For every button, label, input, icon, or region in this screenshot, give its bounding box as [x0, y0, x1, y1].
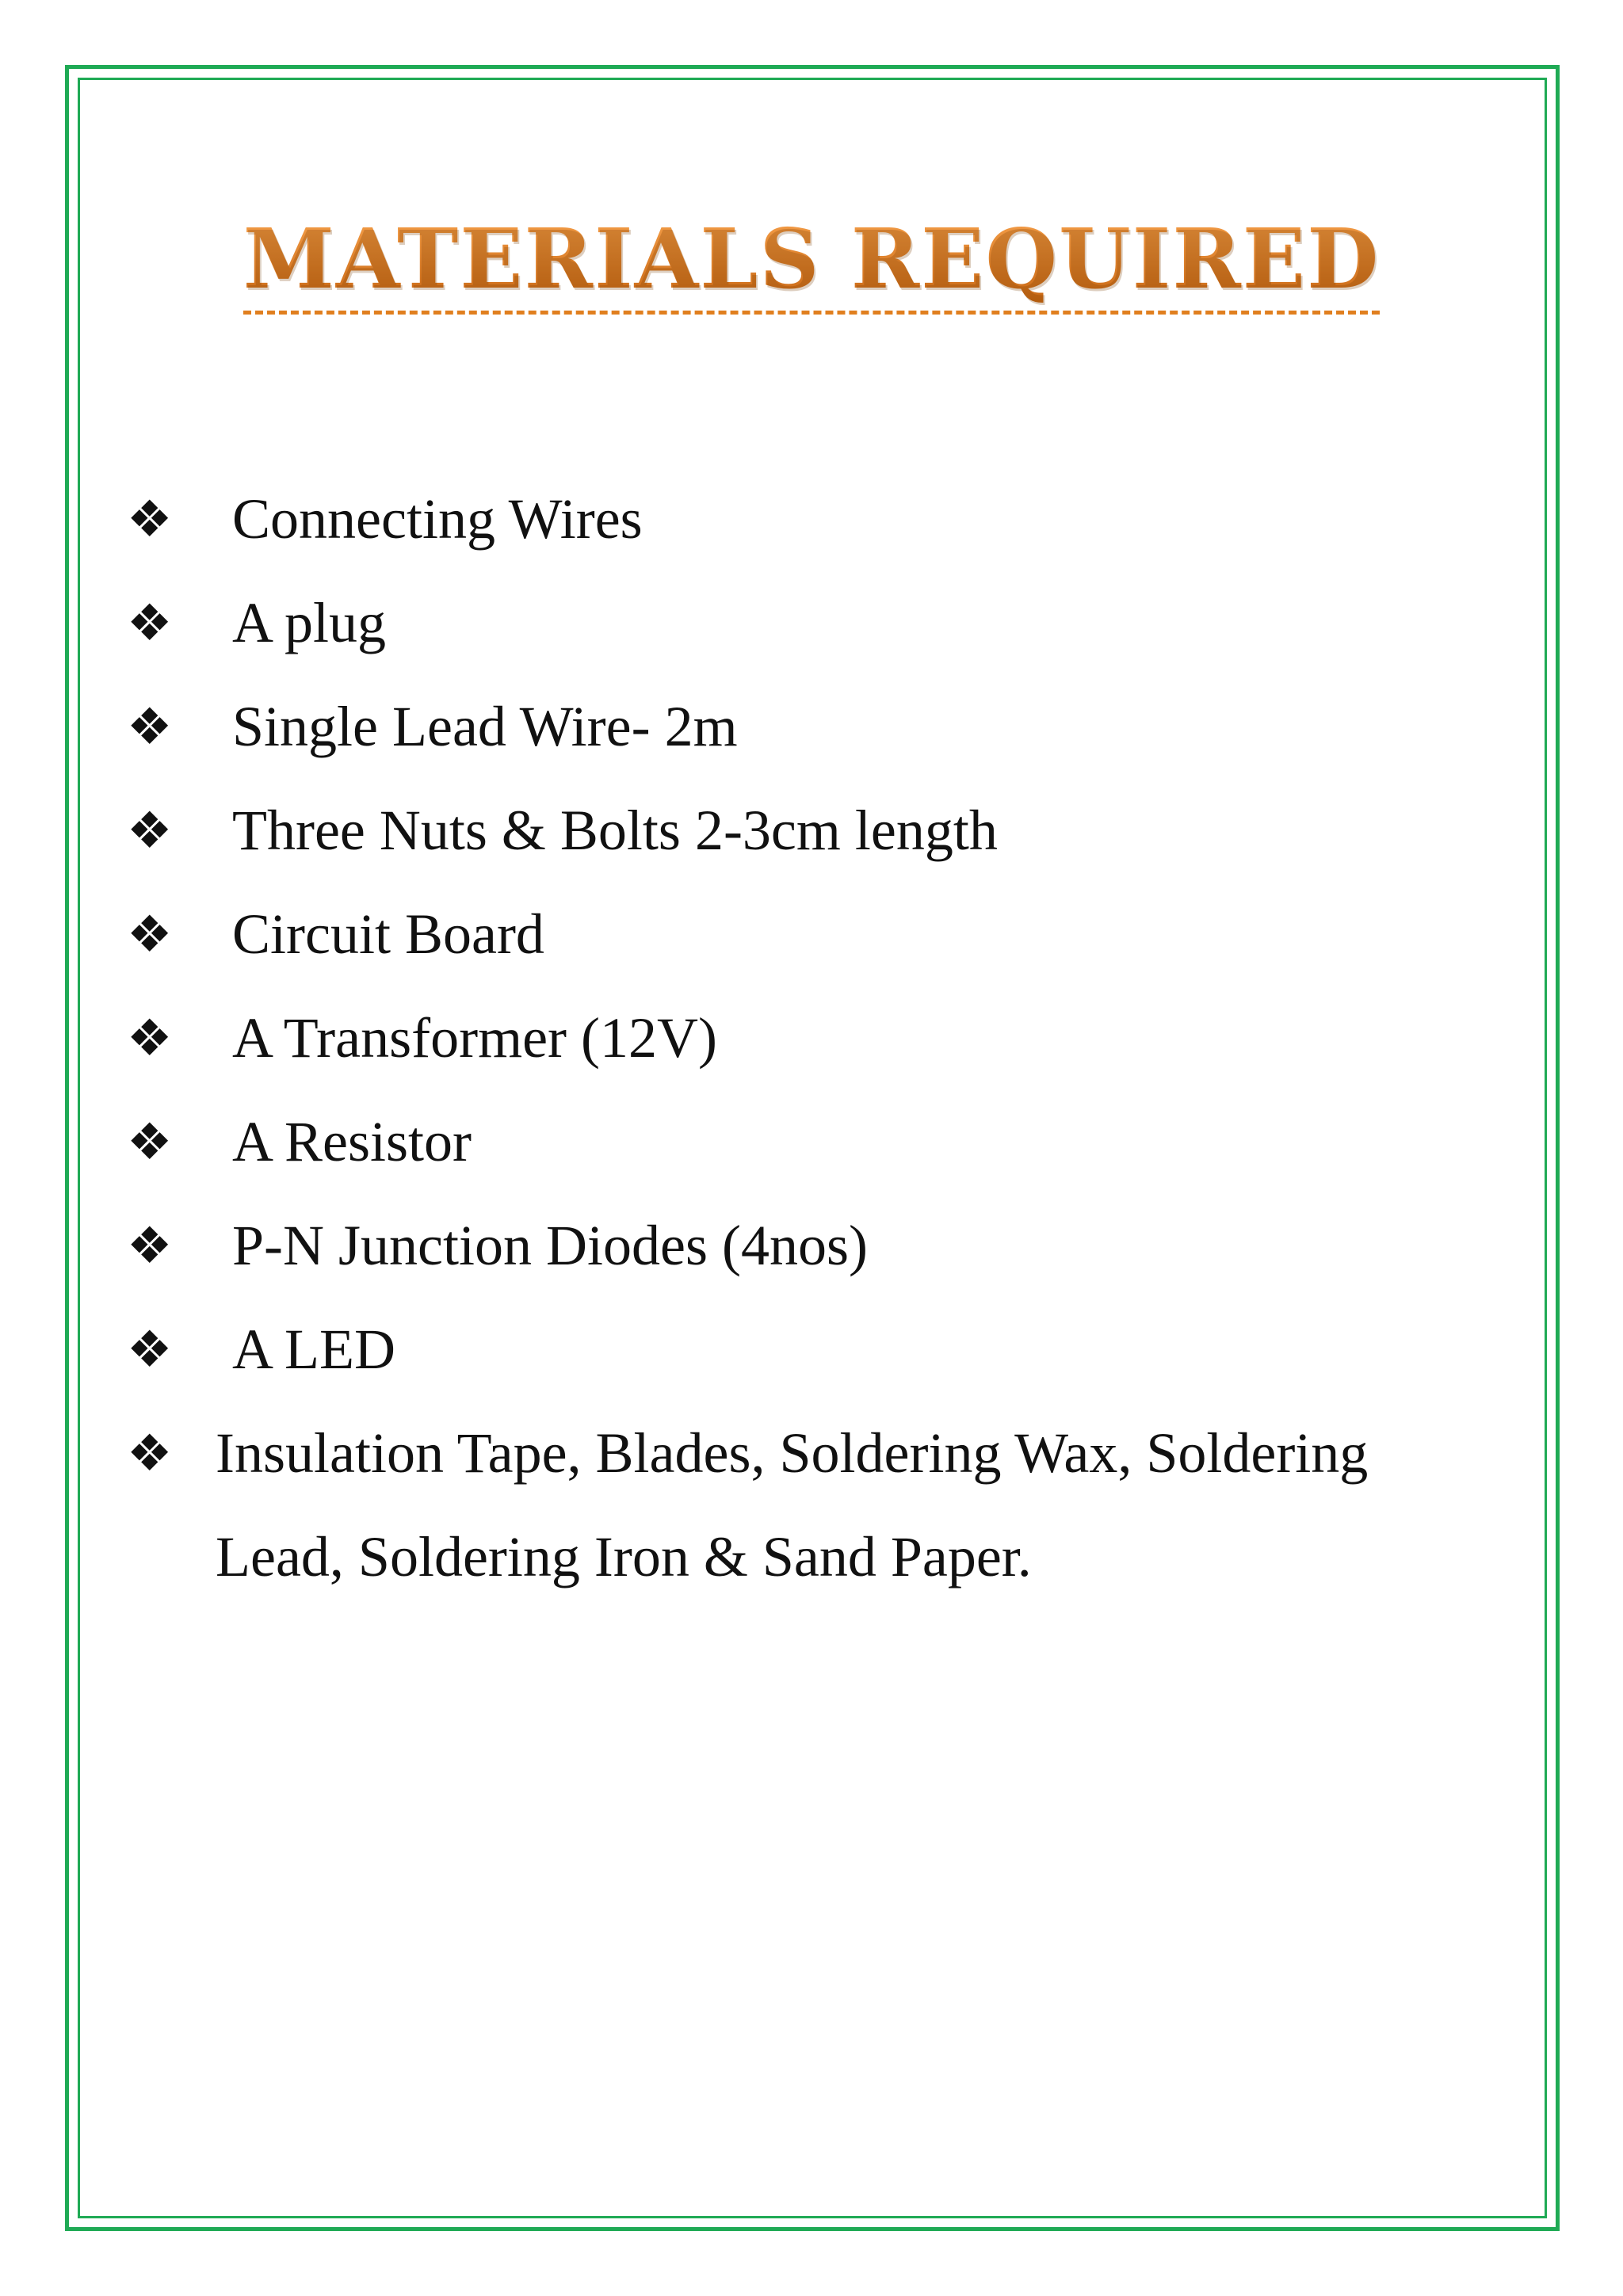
list-item-line: Lead, Soldering Iron & Sand Paper. [216, 1525, 1032, 1589]
list-item [0, 986, 1623, 1090]
list-item-text: Connecting Wires [232, 487, 643, 551]
list-item [0, 1298, 1623, 1402]
materials-list [0, 467, 1623, 1609]
list-item-text-multiline [216, 1402, 1468, 1609]
list-item [0, 1090, 1623, 1194]
list-item [0, 1402, 1623, 1609]
list-item-text: Three Nuts & Bolts 2-3cm length [232, 799, 998, 862]
title-wrap [0, 210, 1623, 315]
list-item-text: A plug [232, 591, 387, 654]
diamond-bullet-icon: ❖ [127, 1010, 173, 1066]
diamond-bullet-icon: ❖ [127, 906, 173, 963]
diamond-bullet-icon: ❖ [127, 1218, 173, 1274]
list-item [0, 675, 1623, 779]
list-item-text: Single Lead Wire- 2m [232, 695, 738, 758]
list-item-text: A LED [232, 1318, 395, 1381]
diamond-bullet-icon: ❖ [127, 491, 173, 547]
list-item-text: A Transformer (12V) [232, 1006, 717, 1070]
list-item [0, 1194, 1623, 1298]
list-item-text: P-N Junction Diodes (4nos) [232, 1214, 868, 1277]
diamond-bullet-icon: ❖ [127, 803, 173, 859]
diamond-bullet-icon: ❖ [127, 699, 173, 755]
list-item [0, 467, 1623, 571]
list-item-text: Circuit Board [232, 902, 544, 966]
diamond-bullet-icon: ❖ [127, 1114, 173, 1170]
list-item [0, 571, 1623, 675]
list-item-text: A Resistor [232, 1110, 472, 1173]
diamond-bullet-icon: ❖ [127, 1425, 173, 1482]
diamond-bullet-icon: ❖ [127, 595, 173, 651]
diamond-bullet-icon: ❖ [127, 1322, 173, 1378]
page-title: MATERIALS REQUIRED [243, 214, 1381, 315]
list-item [0, 779, 1623, 883]
list-item-line: Insulation Tape, Blades, Soldering Wax, Soldering [216, 1421, 1369, 1485]
list-item [0, 883, 1623, 986]
